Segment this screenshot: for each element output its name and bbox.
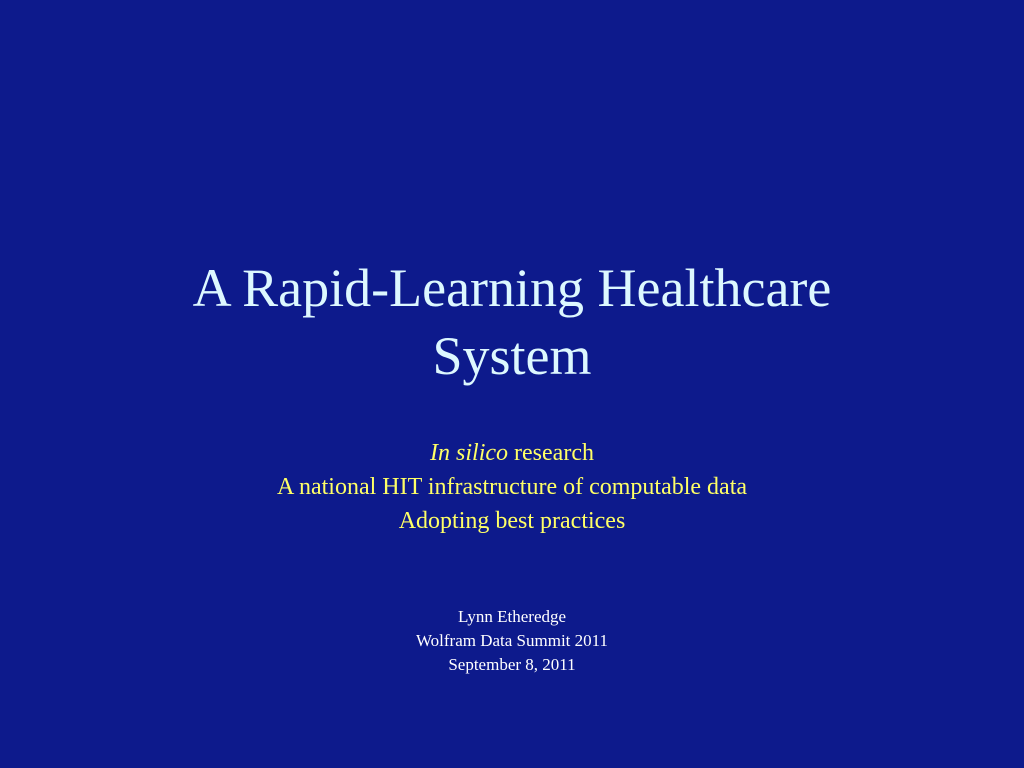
presentation-date: September 8, 2011 (448, 655, 576, 674)
event-name: Wolfram Data Summit 2011 (415, 631, 609, 650)
slide-subtitle (0, 436, 1024, 538)
subtitle-line-1-rest: research (508, 440, 594, 466)
subtitle-italic-term: In silico (430, 440, 509, 466)
subtitle-line-1 (0, 436, 1024, 470)
slide-title (0, 254, 1024, 390)
title-line-1: A Rapid-Learning Healthcare (192, 258, 832, 318)
subtitle-line-2: A national HIT infrastructure of computable data (276, 474, 748, 500)
title-line-2: System (432, 326, 592, 386)
author-name: Lynn Etheredge (457, 607, 567, 626)
subtitle-line-3: Adopting best practices (398, 508, 626, 534)
slide-byline (0, 605, 1024, 677)
